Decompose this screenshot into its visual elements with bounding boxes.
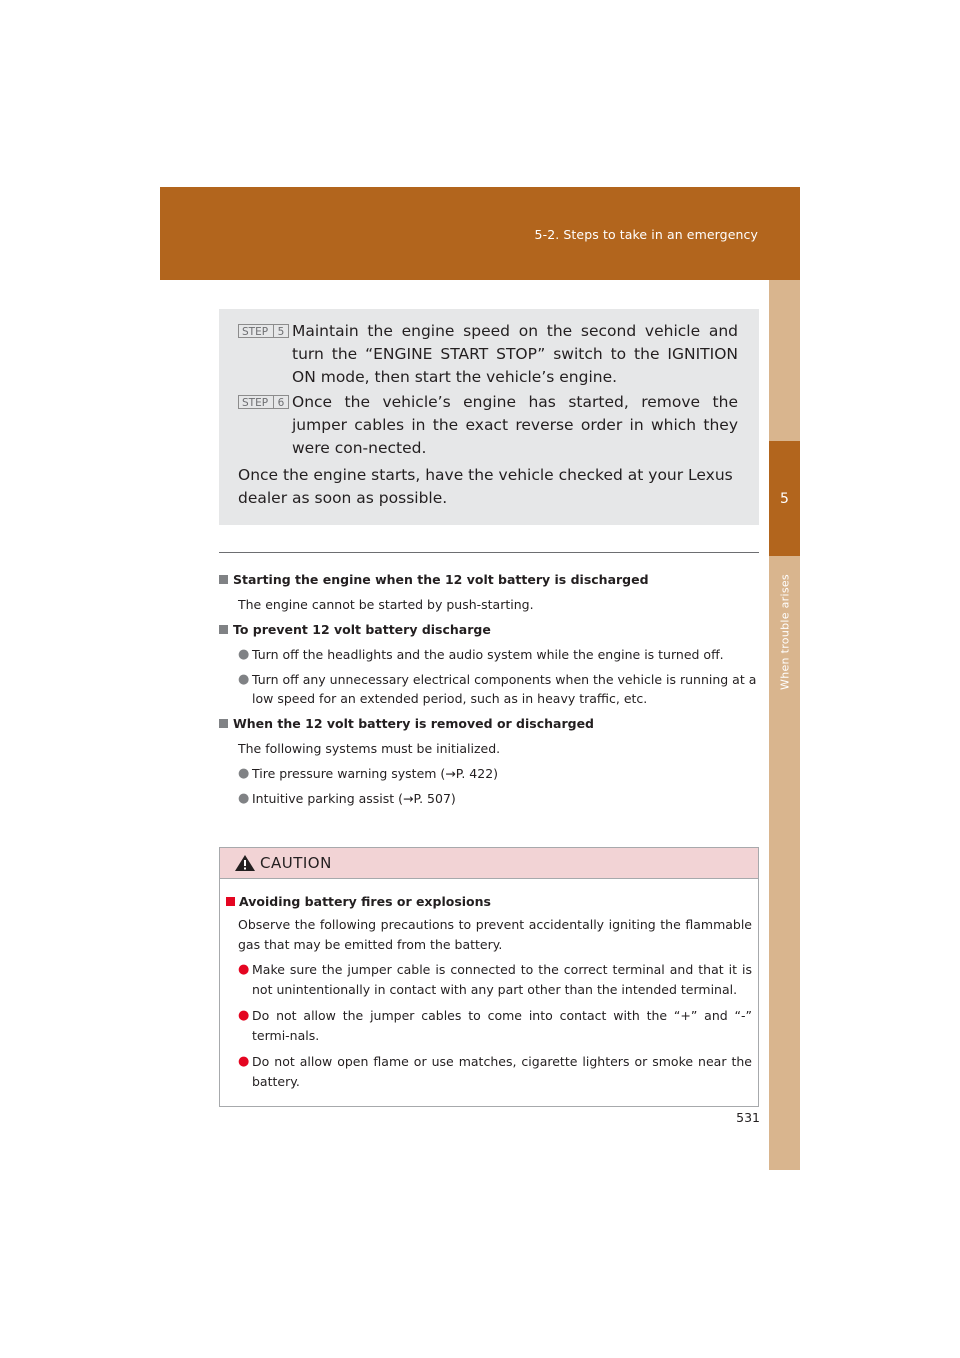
- note-bullet-text: Turn off the headlights and the audio system while the engine is turned off.: [252, 647, 724, 662]
- note-bullet: [238, 789, 759, 808]
- note-heading: [219, 570, 759, 590]
- caution-heading-text: Avoiding battery fires or explosions: [239, 894, 491, 909]
- step-5: [238, 320, 738, 389]
- section-divider: [219, 552, 759, 553]
- chapter-number: 5: [780, 491, 789, 507]
- circle-bullet-icon: ●: [238, 791, 250, 806]
- caution-bullet-text: Do not allow the jumper cables to come into contact with the “+” and “-” termi-nals.: [252, 1008, 752, 1043]
- note-bullet: [238, 645, 759, 664]
- step-text: Once the vehicle’s engine has started, remove the jumper cables in the exact reverse order in which they were con-nected.: [292, 393, 738, 457]
- step-badge-number: 5: [273, 325, 288, 337]
- note-heading: [219, 620, 759, 640]
- note-heading: [219, 714, 759, 734]
- caution-bullet: [238, 1052, 752, 1091]
- steps-box: [219, 309, 759, 525]
- caution-header: [220, 848, 758, 879]
- square-bullet-icon: [219, 625, 228, 634]
- circle-bullet-icon: ●: [238, 672, 250, 687]
- step-badge: [238, 324, 289, 338]
- note-body: The following systems must be initialized.: [238, 741, 501, 756]
- circle-bullet-icon: ●: [238, 1054, 250, 1069]
- caution-title: CAUTION: [260, 854, 332, 872]
- caution-bullet-text: Do not allow open flame or use matches, cigarette lighters or smoke near the battery.: [252, 1054, 752, 1089]
- chapter-label-container: [769, 562, 800, 702]
- caution-bullet: [238, 960, 752, 999]
- page-number: 531: [736, 1110, 760, 1125]
- note-heading-text: When the 12 volt battery is removed or discharged: [233, 716, 595, 731]
- section-title: 5-2. Steps to take in an emergency: [534, 227, 758, 242]
- section-header-band: [160, 187, 800, 280]
- note-bullet: [238, 670, 759, 708]
- step-badge-number: 6: [273, 396, 288, 408]
- warning-triangle-icon: [234, 854, 256, 872]
- circle-bullet-icon: ●: [238, 1008, 250, 1023]
- circle-bullet-icon: ●: [238, 766, 250, 781]
- step-badge-label: STEP: [242, 397, 269, 409]
- step-badge: [238, 395, 289, 409]
- caution-body: Observe the following precautions to prevent accidentally igniting the flammable gas that may be emitted from the battery.: [238, 917, 752, 952]
- caution-bullet: [238, 1006, 752, 1045]
- note-bullet-text: Intuitive parking assist (→P. 507): [252, 791, 456, 806]
- note-bullet-text: Tire pressure warning system (→P. 422): [252, 766, 499, 781]
- square-bullet-icon: [219, 575, 228, 584]
- caution-bullet-text: Make sure the jumper cable is connected to the correct terminal and that it is not unintentionally in contact with any part other than the intended terminal.: [252, 962, 752, 997]
- circle-bullet-icon: ●: [238, 647, 250, 662]
- chapter-number-box: [769, 441, 800, 556]
- note-body: The engine cannot be started by push-starting.: [238, 597, 534, 612]
- caution-box: [219, 847, 759, 1107]
- circle-bullet-icon: ●: [238, 962, 250, 977]
- square-bullet-icon: [219, 719, 228, 728]
- chapter-label: When trouble arises: [778, 574, 791, 690]
- note-bullet-text: Turn off any unnecessary electrical components when the vehicle is running at a low speed for an extended period, such as in heavy traffic, etc.: [252, 672, 757, 706]
- caution-heading: [226, 892, 758, 911]
- notes-section: [219, 570, 759, 814]
- note-heading-text: Starting the engine when the 12 volt battery is discharged: [233, 572, 649, 587]
- steps-note: Once the engine starts, have the vehicle checked at your Lexus dealer as soon as possible.: [238, 466, 733, 507]
- chapter-side-tab: [769, 280, 800, 1170]
- note-bullet: [238, 764, 759, 783]
- step-6: [238, 391, 738, 460]
- step-text: Maintain the engine speed on the second vehicle and turn the “ENGINE START STOP” switch to the IGNITION ON mode, then start the vehicle’s engine.: [292, 322, 738, 386]
- square-bullet-icon: [226, 897, 235, 906]
- note-heading-text: To prevent 12 volt battery discharge: [233, 622, 491, 637]
- step-badge-label: STEP: [242, 326, 269, 338]
